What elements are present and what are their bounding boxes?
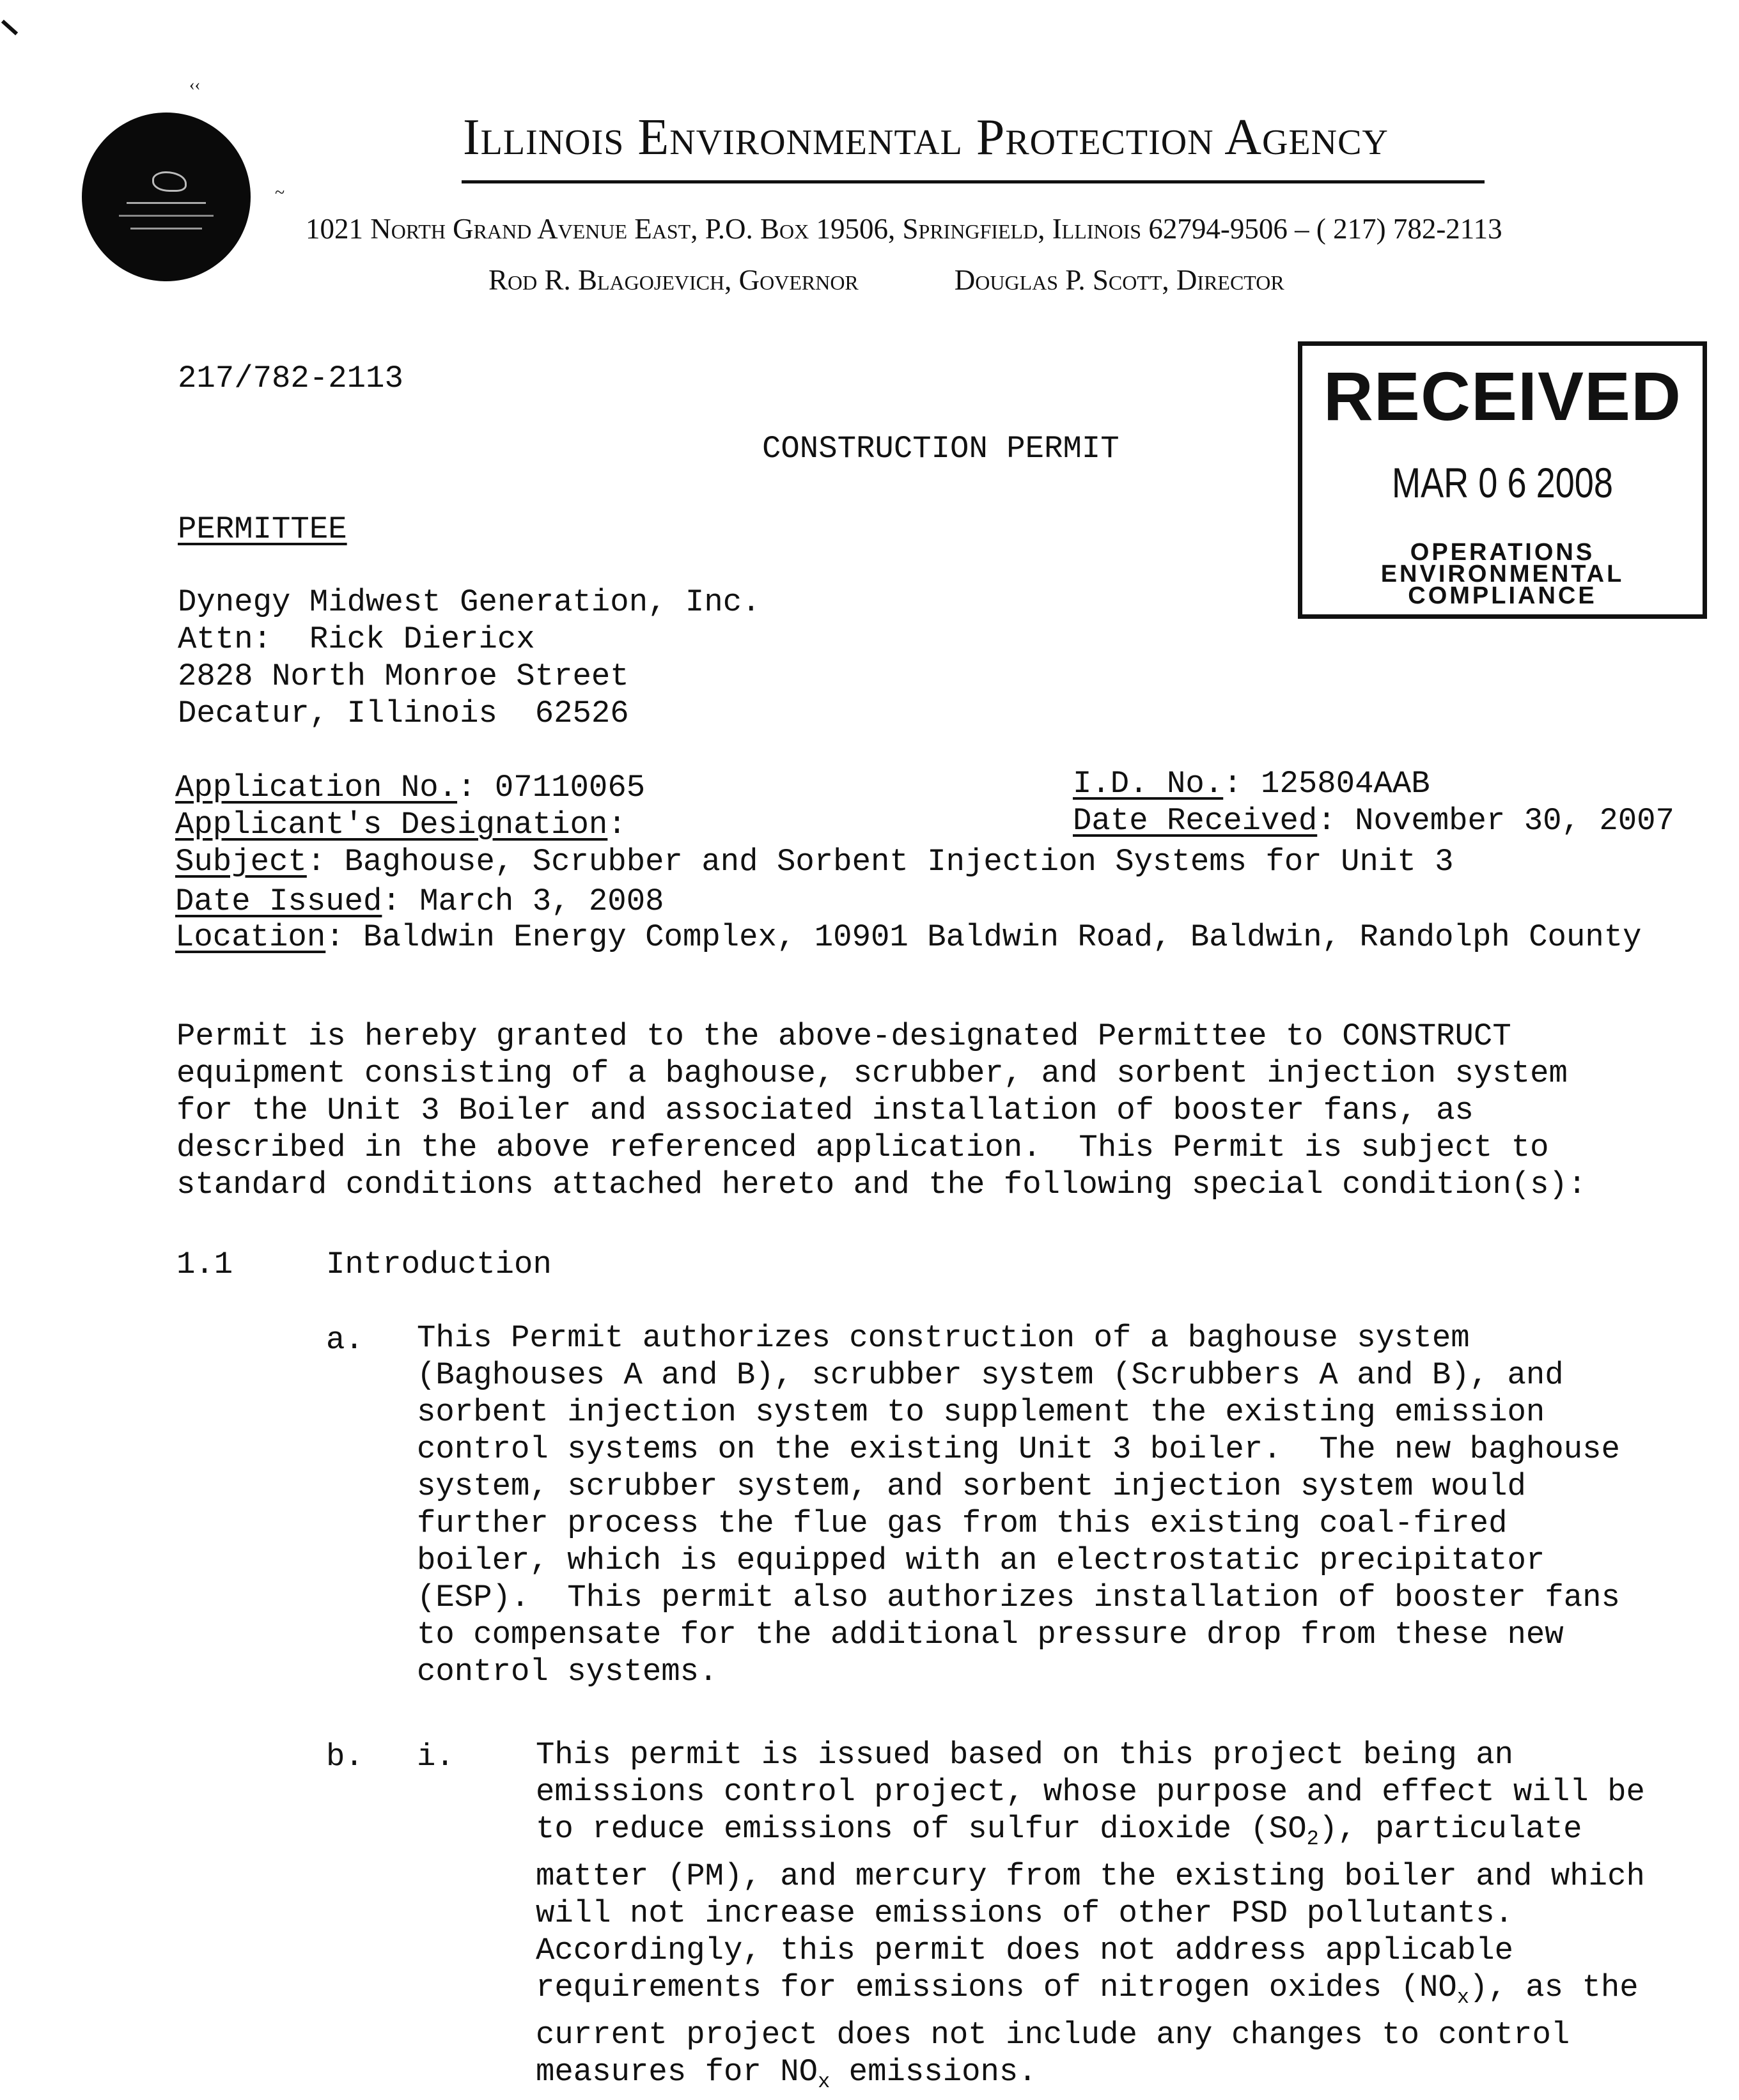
date-issued: Date Issued: March 3, 2008: [175, 883, 664, 919]
phone-number: 217/782-2113: [178, 361, 403, 396]
date-received: Date Received: November 30, 2007: [1073, 803, 1674, 839]
section-number: 1.1: [176, 1247, 233, 1282]
item-a-label: a.: [326, 1322, 364, 1358]
application-number: Application No.: 07110065: [175, 770, 646, 805]
permit-grant-paragraph: Permit is hereby granted to the above-designated Permittee to CONSTRUCT equipment consisting of a baghouse, scrubber, and sorbent injection system for the Unit 3 Boiler and associated installation of booster fans, as described in the above referenced application. This Permit is subject to standard conditions attached hereto and the following special condition(s):: [176, 1018, 1587, 1202]
permittee-company: Dynegy Midwest Generation, Inc.: [178, 584, 761, 620]
subject-line: Subject: Baghouse, Scrubber and Sorbent Injection Systems for Unit 3: [175, 844, 1454, 880]
item-b-sublabel: i.: [417, 1739, 455, 1775]
letterhead-rule: [462, 180, 1485, 183]
item-b-label: b.: [326, 1739, 364, 1775]
item-a-text: This Permit authorizes construction of a baghouse system (Baghouses A and B), scrubber system (Scrubbers A and B), and sorbent injection system to supplement the existing emission control systems on the existing Unit 3 boiler. The new baghouse system, scrubber system, and sorbent injection system would further process the flue gas from this existing coal-fired boiler, which is equipped with an electrostatic precipitator (ESP). This permit also authorizes installation of booster fans to compensate for the additional pressure drop from these new control systems.: [417, 1320, 1620, 1690]
received-stamp: [1298, 341, 1707, 619]
scan-mark: ‹‹: [189, 75, 201, 94]
director-name: Douglas P. Scott, Director: [954, 264, 1284, 296]
stamp-date: MAR 0 6 2008: [1392, 459, 1613, 506]
seal-emblem-icon: [152, 171, 187, 192]
document-title: CONSTRUCTION PERMIT: [762, 431, 1119, 467]
applicant-designation: Applicant's Designation:: [175, 807, 627, 843]
agency-name: Illinois Environmental Protection Agency: [463, 109, 1389, 166]
stamp-department: OPERATIONS ENVIRONMENTAL COMPLIANCE: [1380, 539, 1625, 609]
scan-mark: [1, 20, 18, 36]
section-title: Introduction: [326, 1247, 552, 1282]
item-b-text: This permit is issued based on this project being an emissions control project, whose purpose and effect will be to reduce emissions of sulfur dioxide $(SO_2)$, particulate matter (PM), and mercury from the existing boiler and which will not increase emissions of other PSD pollutants. Accordingly, this permit does not address applicable requirements for emissions of nitrogen oxides $(NO_x)$, as the current project does not include any changes to control measures for $NO_x$ emissions.: [536, 1737, 1645, 2094]
stamp-received-text: RECEIVED: [1323, 357, 1682, 435]
governor-name: Rod R. Blagojevich, Governor: [488, 264, 859, 296]
agency-address: 1021 North Grand Avenue East, P.O. Box 19506, Springfield, Illinois 62794-9506 – ( 217) 782-2113: [306, 213, 1502, 245]
agency-officials: [488, 263, 1284, 297]
scan-mark: ~: [275, 183, 285, 203]
permittee-attn: Attn: Rick Diericx: [178, 621, 535, 657]
permittee-city: Decatur, Illinois 62526: [178, 696, 629, 731]
permittee-heading: PERMITTEE: [178, 511, 347, 547]
id-number: I.D. No.: 125804AAB: [1073, 766, 1430, 802]
location-line: Location: Baldwin Energy Complex, 10901 Baldwin Road, Baldwin, Randolph County: [175, 919, 1642, 955]
state-seal-logo: [82, 113, 251, 281]
permittee-street: 2828 North Monroe Street: [178, 658, 629, 694]
